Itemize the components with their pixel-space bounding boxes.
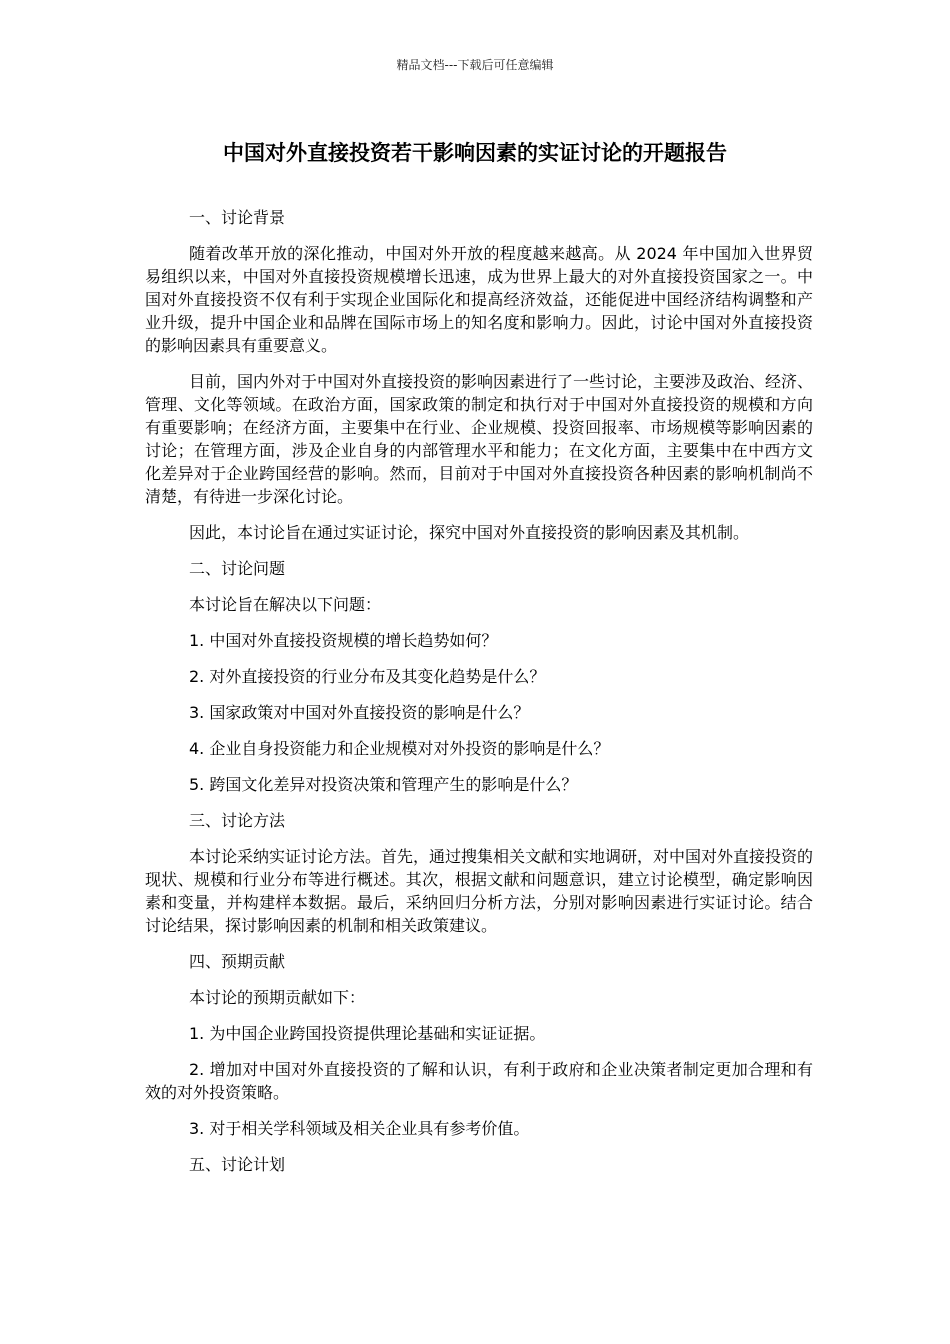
paragraph-contributions-intro: 本讨论的预期贡献如下： <box>189 988 366 1007</box>
document-title: 中国对外直接投资若干影响因素的实证讨论的开题报告 <box>223 141 727 165</box>
section-heading-background: 一、讨论背景 <box>189 208 286 227</box>
list-item-question-4: 4. 企业自身投资能力和企业规模对对外投资的影响是什么？ <box>189 739 610 758</box>
list-item-question-5: 5. 跨国文化差异对投资决策和管理产生的影响是什么？ <box>189 775 578 794</box>
paragraph-methods: 本讨论采纳实证讨论方法。首先，通过搜集相关文献和实地调研，对中国对外直接投资的现状、规模和行业分布等进行概述。其次，根据文献和问题意识，建立讨论模型，确定影响因素和变量，并构建样本数据。最后，采纳回归分析方法，分别对影响因素进行实证讨论。结合讨论结果，探讨影响因素的机制和相关政策建议。 <box>145 847 814 935</box>
paragraph-background-1: 随着改革开放的深化推动，中国对外开放的程度越来越高。从 2024 年中国加入世界贸易组织以来，中国对外直接投资规模增长迅速，成为世界上最大的对外直接投资国家之一。中国对外直接投资不仅有利于实现企业国际化和提高经济效益，还能促进中国经济结构调整和产业升级，提升中国企业和品牌在国际市场上的知名度和影响力。因此，讨论中国对外直接投资的影响因素具有重要意义。 <box>145 244 813 355</box>
section-heading-questions: 二、讨论问题 <box>189 559 286 578</box>
paragraph-questions-intro: 本讨论旨在解决以下问题： <box>189 595 382 614</box>
list-item-contribution-3: 3. 对于相关学科领域及相关企业具有参考价值。 <box>189 1119 530 1138</box>
section-heading-contributions: 四、预期贡献 <box>189 952 286 971</box>
section-heading-plan: 五、讨论计划 <box>189 1155 286 1174</box>
list-item-question-3: 3. 国家政策对中国对外直接投资的影响是什么？ <box>189 703 530 722</box>
section-heading-methods: 三、讨论方法 <box>189 811 286 830</box>
paragraph-background-3: 因此，本讨论旨在通过实证讨论，探究中国对外直接投资的影响因素及其机制。 <box>189 523 750 542</box>
list-item-question-1: 1. 中国对外直接投资规模的增长趋势如何？ <box>189 631 498 650</box>
document-body <box>145 206 813 1189</box>
list-item-contribution-1: 1. 为中国企业跨国投资提供理论基础和实证证据。 <box>189 1024 546 1043</box>
list-item-question-2: 2. 对外直接投资的行业分布及其变化趋势是什么？ <box>189 667 546 686</box>
paragraph-background-2: 目前，国内外对于中国对外直接投资的影响因素进行了一些讨论，主要涉及政治、经济、管理、文化等领域。在政治方面，国家政策的制定和执行对于中国对外直接投资的规模和方向有重要影响；在经济方面，主要集中在行业、企业规模、投资回报率、市场规模等影响因素的讨论；在管理方面，涉及企业自身的内部管理水平和能力；在文化方面，主要集中在中西方文化差异对于企业跨国经营的影响。然而，目前对于中国对外直接投资各种因素的影响机制尚不清楚，有待进一步深化讨论。 <box>145 372 814 506</box>
list-item-contribution-2: 2. 增加对中国对外直接投资的了解和认识，有利于政府和企业决策者制定更加合理和有效的对外投资策略。 <box>145 1060 813 1102</box>
page-header: 精品文档---下载后可任意编辑 <box>396 58 554 72</box>
